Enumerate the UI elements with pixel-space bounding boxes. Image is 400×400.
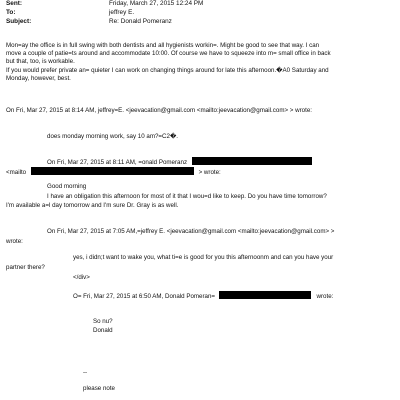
quote4-header	[73, 291, 333, 301]
subject-value: Re: Donald Pomeranz	[109, 18, 172, 25]
quote2-mailto-end: > wrote:	[198, 169, 221, 176]
quote1-header: On Fri, Mar 27, 2015 at 8:14 AM, jeffrey=E. <jeevacation@gmail.com <mailto:jeevacation@gmail.com> > wrote:	[6, 107, 312, 114]
to-value: jeffrey E.	[109, 9, 135, 16]
quote3-header: On Fri, Mar 27, 2015 at 7:05 AM,=jeffrey E. <jeevacation@gmail.com <mailto:jeevacation@gmail.com> >	[47, 228, 335, 235]
redaction-box	[219, 291, 311, 299]
quote2-header-text: On Fri, Mar 27, 2015 at 8:11 AM, =onald Pomeranz	[47, 159, 188, 166]
quote4-line2: Donald	[93, 327, 113, 334]
sent-value: Friday, March 27, 2015 12:24 PM	[109, 0, 204, 7]
quote4-header-text: O= Fri, Mar 27, 2015 at 6:50 AM, Donald Pomeran=	[73, 293, 216, 300]
reply-body	[6, 42, 331, 83]
quote4-header-end: wrote:	[316, 293, 334, 300]
redaction-box	[192, 157, 312, 165]
signature-dashes: --	[83, 369, 88, 376]
quote3-line1: yes, i didn;t want to wake you, what ti=e is good for you this afternoonm and can you have your	[73, 254, 334, 261]
quote3-header-cont: wrote:	[6, 238, 23, 245]
quote2-header	[47, 157, 312, 167]
quote2-line2: I'm available a=l day tomorrow and I'm sure Dr. Gray is as well.	[6, 202, 179, 209]
to-label: To:	[6, 9, 16, 16]
quote3-line3: </div>	[73, 274, 90, 281]
quote2-mailto-start: <mailto	[6, 169, 27, 176]
redaction-box	[31, 167, 194, 175]
body-line: but that, too, is workable.	[6, 58, 75, 66]
quote2-mailto	[6, 167, 221, 177]
quote4-line1: So nu?	[93, 318, 113, 325]
sent-label: Sent:	[6, 0, 22, 7]
body-line: Monday, however, best.	[6, 74, 71, 82]
body-line: move a couple of patie=ts around and accommodate 10:00. Of course we have to squeeze into m= small office in back	[6, 50, 331, 58]
subject-label: Subject:	[6, 18, 32, 25]
quote1-body: does monday morning work, say 10 am?=C2�.	[47, 133, 179, 140]
body-line: Mon=ay the office is in full swing with both dentists and all hygienists workin=. Might be good to see that way. I can	[6, 42, 320, 49]
footer-note: please note	[83, 385, 115, 392]
quote2-greeting: Good morning	[47, 183, 87, 190]
body-line: If you would prefer private an= quieter I can work on changing things around for late this afternoon.�A0 Saturday and	[6, 66, 329, 74]
quote3-line2: partner there?	[6, 264, 45, 271]
quote2-line1: I have an obligation this afternoon for most of it that I wou=d like to keep. Do you have time tomorrow?	[47, 193, 327, 200]
